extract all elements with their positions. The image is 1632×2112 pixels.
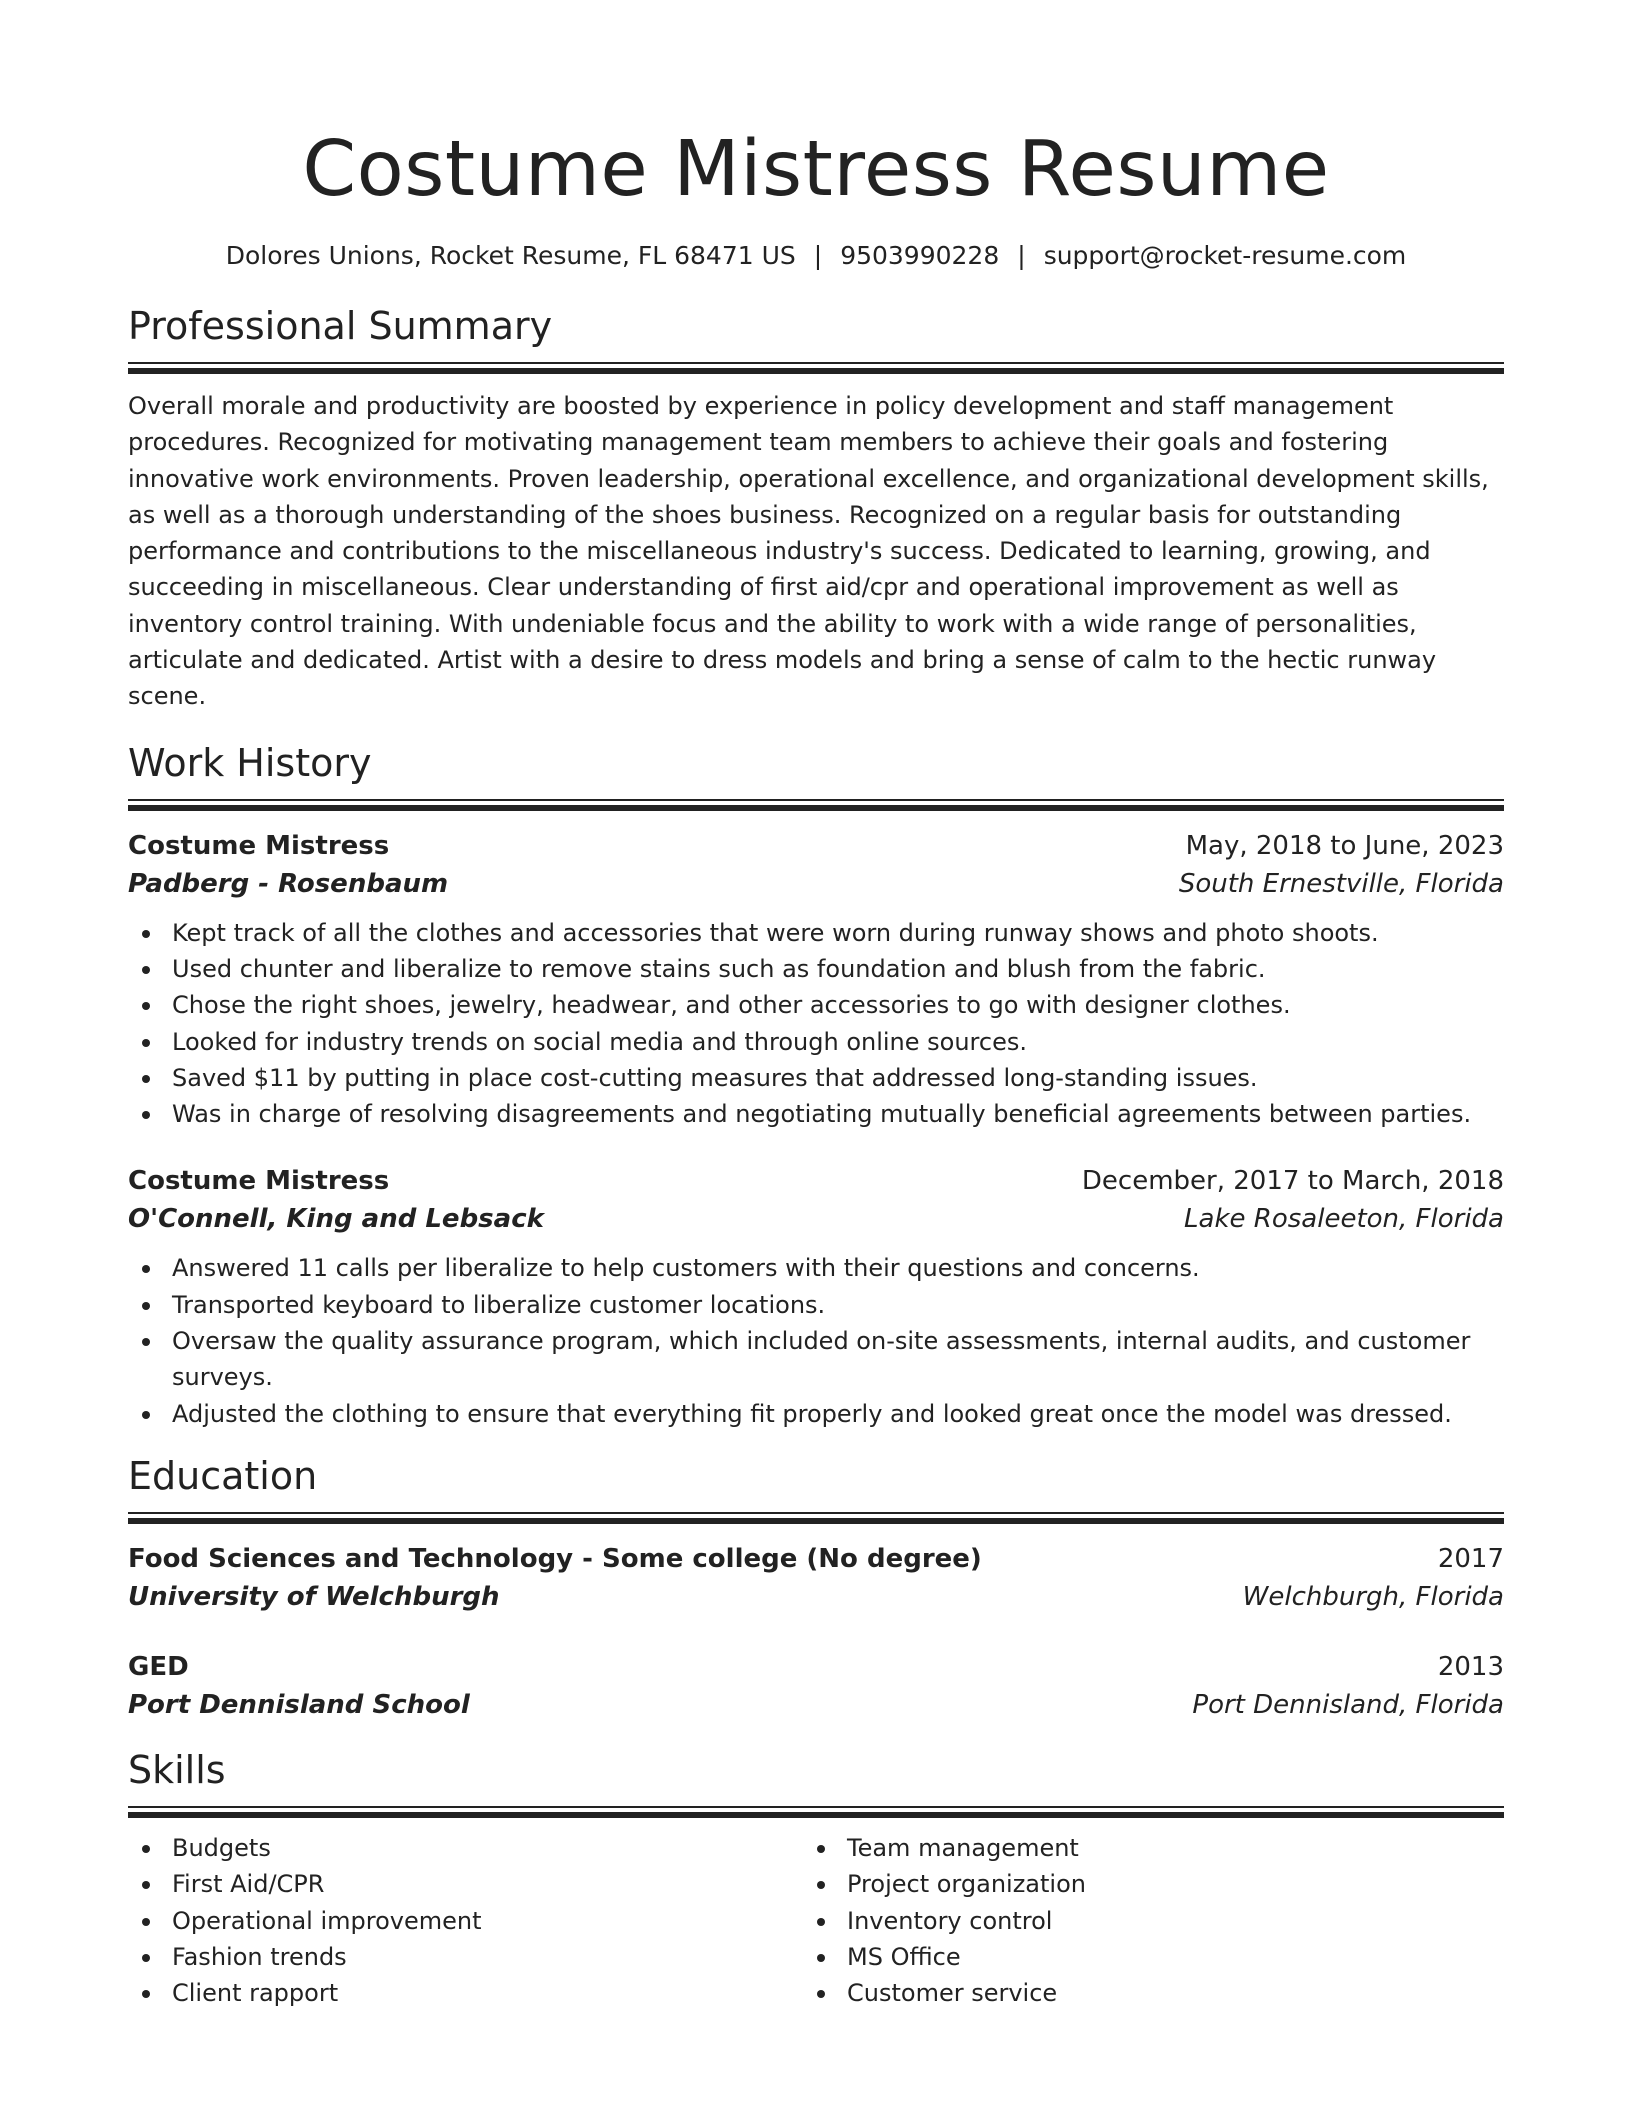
section-divider xyxy=(128,362,1504,374)
skills-heading: Skills xyxy=(128,1747,226,1792)
job-subheader xyxy=(128,1200,1504,1238)
work-section xyxy=(128,739,1504,1432)
job-duty: Oversaw the quality assurance program, which included on-site assessments, internal audits, and customer surveys. xyxy=(128,1323,1504,1396)
job-duty: Looked for industry trends on social media and through online sources. xyxy=(128,1024,1504,1060)
education-location: Port Dennisland, Florida xyxy=(1192,1689,1504,1720)
job-title: Costume Mistress xyxy=(128,830,390,861)
job-dates: May, 2018 to June, 2023 xyxy=(1185,830,1504,861)
skill-item: First Aid/CPR xyxy=(128,1866,803,1902)
skill-item: Operational improvement xyxy=(128,1903,803,1939)
section-divider xyxy=(128,1512,1504,1524)
section-divider xyxy=(128,1806,1504,1818)
education-section xyxy=(128,1452,1504,1724)
job-header xyxy=(128,827,1504,865)
job-duty: Kept track of all the clothes and accessories that were worn during runway shows and photo shoots. xyxy=(128,915,1504,951)
skills-list-left xyxy=(128,1830,803,2011)
contact-address: Dolores Unions, Rocket Resume, FL 68471 US xyxy=(225,241,796,270)
skills-section xyxy=(128,1746,1504,2011)
contact-line xyxy=(128,240,1504,272)
education-year: 2017 xyxy=(1437,1543,1504,1574)
job-duties xyxy=(128,915,1504,1133)
skills-columns xyxy=(128,1830,1504,2011)
education-header xyxy=(128,1540,1504,1578)
skill-item: Budgets xyxy=(128,1830,803,1866)
job-entry xyxy=(128,1162,1504,1431)
job-duty: Transported keyboard to liberalize customer locations. xyxy=(128,1287,1504,1323)
job-company: Padberg - Rosenbaum xyxy=(128,868,449,899)
contact-phone: 9503990228 xyxy=(840,241,1000,270)
contact-separator: | xyxy=(1017,241,1026,270)
education-header xyxy=(128,1648,1504,1686)
education-year: 2013 xyxy=(1437,1651,1504,1682)
skill-item: Project organization xyxy=(803,1866,1504,1902)
skill-item: Fashion trends xyxy=(128,1939,803,1975)
job-location: South Ernestville, Florida xyxy=(1178,868,1504,899)
job-duty: Was in charge of resolving disagreements and negotiating mutually beneficial agreements between parties. xyxy=(128,1096,1504,1132)
job-location: Lake Rosaleeton, Florida xyxy=(1184,1204,1504,1235)
section-divider xyxy=(128,799,1504,811)
work-heading: Work History xyxy=(128,740,372,785)
job-duty: Adjusted the clothing to ensure that everything fit properly and looked great once the model was dressed. xyxy=(128,1396,1504,1432)
job-title: Costume Mistress xyxy=(128,1166,390,1197)
contact-separator: | xyxy=(813,241,823,270)
job-entry xyxy=(128,827,1504,1133)
resume-title: Costume Mistress Resume xyxy=(302,125,1330,214)
skill-item: Client rapport xyxy=(128,1975,803,2011)
job-duty: Chose the right shoes, jewelry, headwear, and other accessories to go with designer clothes. xyxy=(128,987,1504,1023)
job-duty: Used chunter and liberalize to remove stains such as foundation and blush from the fabric. xyxy=(128,951,1504,987)
job-subheader xyxy=(128,865,1504,903)
skill-item: Customer service xyxy=(803,1975,1504,2011)
job-duty: Saved $11 by putting in place cost-cutting measures that addressed long-standing issues. xyxy=(128,1060,1504,1096)
job-duties xyxy=(128,1250,1504,1431)
summary-section xyxy=(128,302,1504,715)
skill-item: MS Office xyxy=(803,1939,1504,1975)
education-heading: Education xyxy=(128,1453,318,1498)
job-header xyxy=(128,1162,1504,1200)
education-degree: GED xyxy=(128,1651,189,1682)
education-school: Port Dennisland School xyxy=(128,1689,470,1720)
summary-heading: Professional Summary xyxy=(128,304,553,348)
contact-email: support@rocket-resume.com xyxy=(1043,241,1407,270)
job-company: O'Connell, King and Lebsack xyxy=(128,1204,544,1235)
education-degree: Food Sciences and Technology - Some college (No degree) xyxy=(128,1543,982,1574)
skill-item: Team management xyxy=(803,1830,1504,1866)
education-entry xyxy=(128,1540,1504,1616)
skill-item: Inventory control xyxy=(803,1903,1504,1939)
job-dates: December, 2017 to March, 2018 xyxy=(1081,1166,1504,1197)
education-subheader xyxy=(128,1578,1504,1616)
education-entry xyxy=(128,1648,1504,1724)
education-school: University of Welchburgh xyxy=(128,1581,500,1612)
summary-text: Overall morale and productivity are boosted by experience in policy development and staff management procedures. Recognized for motivating management team members to achieve their goals and fostering innovative work environments. Proven leadership, operational excellence, and organizational development skills, as well as a thorough understanding of the shoes business. Recognized on a regular basis for outstanding performance and contributions to the miscellaneous industry's success. Dedicated to learning, growing, and succeeding in miscellaneous. Clear understanding of first aid/cpr and operational improvement as well as inventory control training. With undeniable focus and the ability to work with a wide range of personalities, articulate and dedicated. Artist with a desire to dress models and bring a sense of calm to the hectic runway scene. xyxy=(128,392,1489,711)
job-duty: Answered 11 calls per liberalize to help customers with their questions and concerns. xyxy=(128,1250,1504,1286)
education-subheader xyxy=(128,1686,1504,1724)
education-location: Welchburgh, Florida xyxy=(1242,1581,1504,1612)
skills-list-right xyxy=(803,1830,1504,2011)
